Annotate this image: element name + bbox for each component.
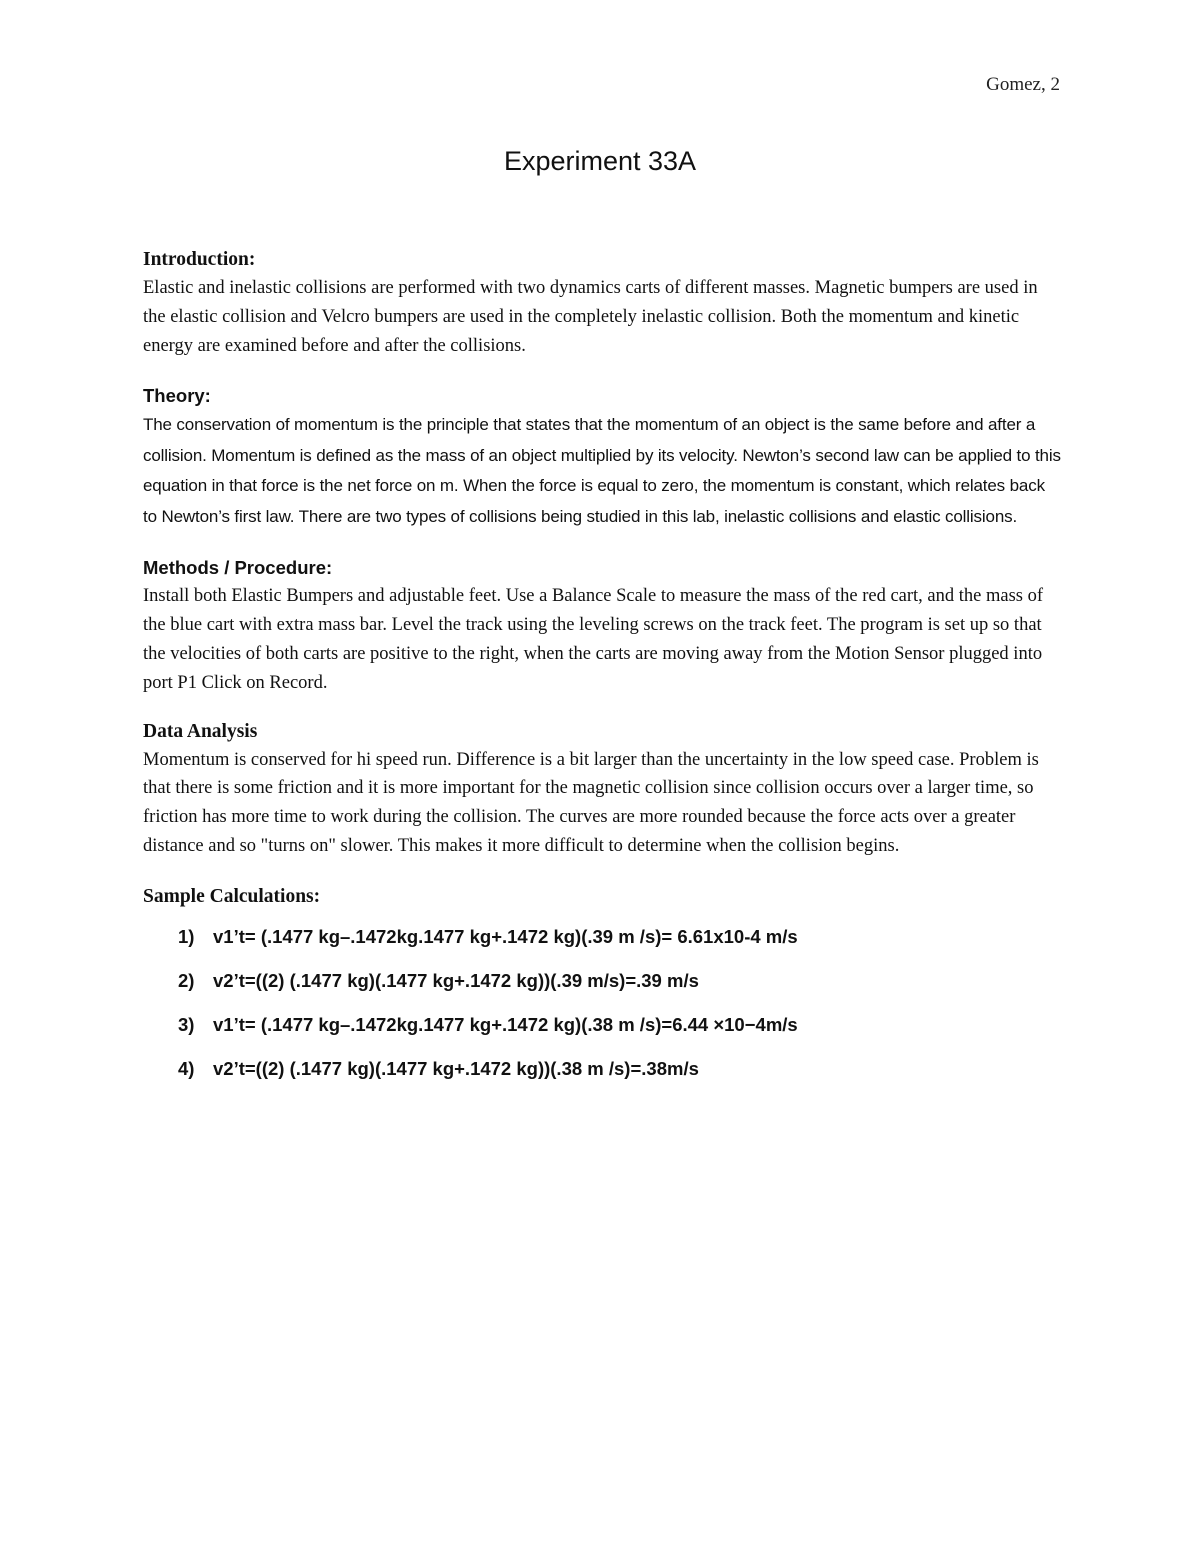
calculation-formula: v2’t=((2) (.1477 kg)(.1477 kg+.1472 kg))(.39 m/s)=.39 m/s (213, 969, 699, 991)
calculation-item (143, 959, 1063, 1003)
data-analysis-text: Momentum is conserved for hi speed run. Difference is a bit larger than the uncertainty in the low speed case. Problem is that there is some friction and it is more important for the magnetic collision since collision occurs over a larger time, so friction has more time to work during the collision. The curves are more rounded because the force acts over a greater distance and so "turns on" slower. This makes it more difficult to determine when the collision begins. (143, 749, 1039, 856)
calculation-item (143, 1047, 1063, 1091)
page-title: Experiment 33A (503, 146, 697, 176)
calculation-item (143, 1003, 1063, 1047)
methods-heading: Methods / Procedure: (143, 557, 333, 579)
running-head: Gomez, 2 (986, 74, 1060, 95)
calculation-number: 2) (178, 969, 195, 991)
methods-text: Install both Elastic Bumpers and adjustable feet. Use a Balance Scale to measure the mass of the red cart, and the mass of the blue cart with extra mass bar. Level the track using the leveling screws on the track feet. The program is set up so that the velocities of both carts are positive to the right, when the carts are moving away from the Motion Sensor plugged into port P1 Click on Record. (143, 586, 1044, 693)
section-introduction (143, 246, 1063, 360)
calculation-formula: v1’t= (.1477 kg–.1472kg.1477 kg+.1472 kg)(.38 m /s)=6.44 ×10−4m/s (213, 1013, 798, 1035)
document-body (143, 246, 1063, 1091)
calculation-formula: v1’t= (.1477 kg–.1472kg.1477 kg+.1472 kg)(.39 m /s)= 6.61x10-4 m/s (213, 925, 798, 947)
introduction-text: Elastic and inelastic collisions are performed with two dynamics carts of different masses. Magnetic bumpers are used in the elastic collision and Velcro bumpers are used in the completely inelastic collision. Both the momentum and kinetic energy are examined before and after the collisions. (143, 278, 1038, 356)
sample-calculations-heading: Sample Calculations: (143, 885, 321, 907)
theory-heading: Theory: (143, 385, 211, 407)
data-analysis-heading: Data Analysis (143, 720, 258, 742)
theory-text: The conservation of momentum is the principle that states that the momentum of an object is the same before and after a collision. Momentum is defined as the mass of an object multiplied by its velocity. Newton’s second law can be applied to this equation in that force is the net force on m. When the force is equal to zero, the momentum is constant, which relates back to Newton’s first law. There are two types of collisions being studied in this lab, inelastic collisions and elastic collisions. (143, 415, 1061, 526)
calculation-item (143, 915, 1063, 959)
section-theory (143, 382, 1063, 532)
calculation-number: 4) (178, 1057, 195, 1079)
section-sample-calculations (143, 883, 1063, 1091)
calculation-number: 3) (178, 1013, 195, 1035)
introduction-heading: Introduction: (143, 249, 256, 270)
section-data-analysis (143, 718, 1063, 861)
calculation-number: 1) (178, 925, 195, 947)
calculation-formula: v2’t=((2) (.1477 kg)(.1477 kg+.1472 kg))(.38 m /s)=.38m/s (213, 1057, 699, 1079)
calculation-list (143, 915, 1063, 1091)
section-methods (143, 554, 1063, 697)
